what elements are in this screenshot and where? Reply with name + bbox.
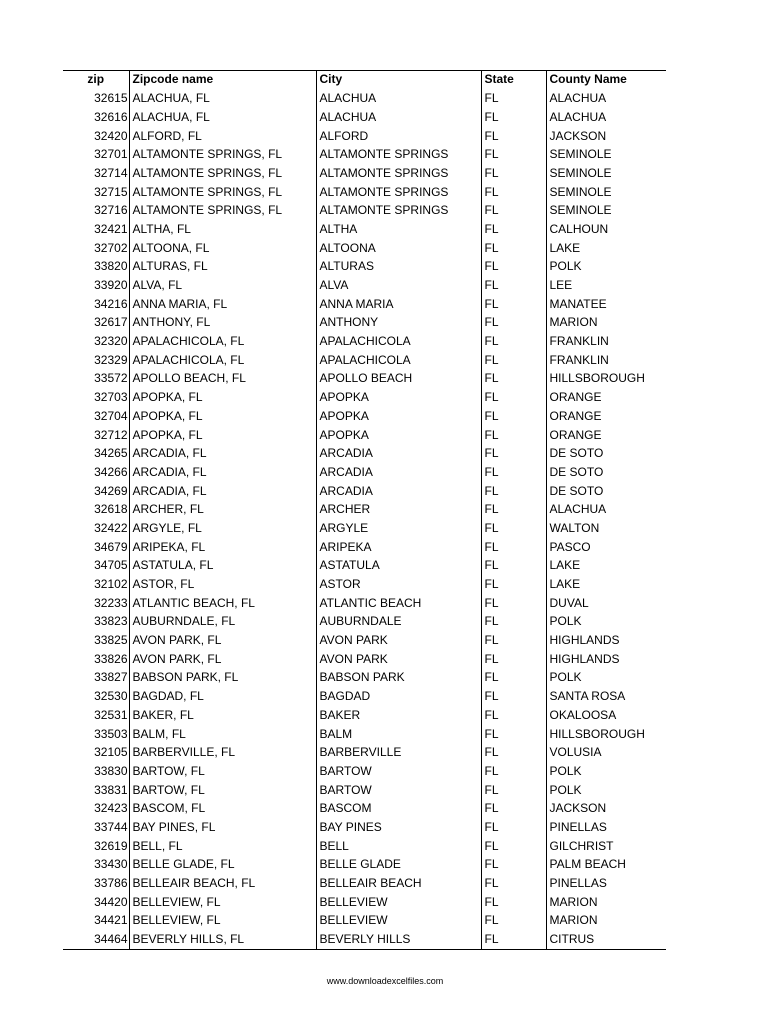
county-cell: POLK [546, 258, 666, 277]
zipcode-name-cell: ALTURAS, FL [129, 258, 316, 277]
city-cell: APOPKA [316, 426, 481, 445]
county-cell: ALACHUA [546, 501, 666, 520]
county-cell: LAKE [546, 239, 666, 258]
state-cell: FL [481, 538, 546, 557]
zip-cell: 32420 [94, 128, 128, 143]
city-cell: ALTAMONTE SPRINGS [316, 146, 481, 165]
city-cell: ARCADIA [316, 482, 481, 501]
zipcode-name-cell: BELL, FL [129, 837, 316, 856]
city-cell: APOLLO BEACH [316, 370, 481, 389]
zip-cell: 33572 [94, 371, 128, 386]
city-cell: ANNA MARIA [316, 295, 481, 314]
city-cell: ANTHONY [316, 314, 481, 333]
state-cell: FL [481, 127, 546, 146]
city-cell: AVON PARK [316, 632, 481, 651]
state-cell: FL [481, 258, 546, 277]
zip-cell: 32617 [94, 315, 128, 330]
state-cell: FL [481, 893, 546, 912]
header-zip: zip [87, 72, 105, 87]
state-cell: FL [481, 277, 546, 296]
state-cell: FL [481, 501, 546, 520]
table-row [63, 351, 666, 370]
zipcode-name-cell: ARCADIA, FL [129, 445, 316, 464]
city-cell: ALACHUA [316, 90, 481, 109]
city-cell: ALTOONA [316, 239, 481, 258]
table-row [63, 669, 666, 688]
zip-cell: 33831 [94, 782, 128, 797]
county-cell: ORANGE [546, 426, 666, 445]
zipcode-name-cell: BALM, FL [129, 725, 316, 744]
county-cell: ALACHUA [546, 108, 666, 127]
county-cell: POLK [546, 613, 666, 632]
table-row [63, 164, 666, 183]
zipcode-name-cell: ALTAMONTE SPRINGS, FL [129, 146, 316, 165]
state-cell: FL [481, 650, 546, 669]
table-row [63, 90, 666, 109]
zipcode-name-cell: AVON PARK, FL [129, 632, 316, 651]
table-row [63, 258, 666, 277]
zip-cell: 32714 [94, 165, 128, 180]
zipcode-name-cell: BAY PINES, FL [129, 819, 316, 838]
zipcode-name-cell: APOPKA, FL [129, 389, 316, 408]
county-cell: FRANKLIN [546, 333, 666, 352]
zip-cell: 32615 [94, 91, 128, 106]
zipcode-name-cell: APALACHICOLA, FL [129, 333, 316, 352]
state-cell: FL [481, 744, 546, 763]
zip-cell: 34705 [94, 558, 128, 573]
state-cell: FL [481, 202, 546, 221]
zipcode-name-cell: BAKER, FL [129, 706, 316, 725]
zipcode-name-cell: ARCADIA, FL [129, 463, 316, 482]
state-cell: FL [481, 314, 546, 333]
zipcode-name-cell: ASTOR, FL [129, 576, 316, 595]
city-cell: ALTAMONTE SPRINGS [316, 202, 481, 221]
county-cell: DE SOTO [546, 445, 666, 464]
state-cell: FL [481, 800, 546, 819]
state-cell: FL [481, 482, 546, 501]
zipcode-name-cell: ANTHONY, FL [129, 314, 316, 333]
table-row [63, 482, 666, 501]
table-row [63, 744, 666, 763]
table-row [63, 800, 666, 819]
table-row [63, 520, 666, 539]
county-cell: SANTA ROSA [546, 688, 666, 707]
city-cell: ARCADIA [316, 445, 481, 464]
county-cell: PINELLAS [546, 819, 666, 838]
table-row [63, 650, 666, 669]
state-cell: FL [481, 183, 546, 202]
table-row [63, 426, 666, 445]
county-cell: JACKSON [546, 127, 666, 146]
county-cell: VOLUSIA [546, 744, 666, 763]
city-cell: BELLE GLADE [316, 856, 481, 875]
county-cell: LAKE [546, 557, 666, 576]
table-row [63, 239, 666, 258]
zip-cell: 34269 [94, 483, 128, 498]
table-row [63, 632, 666, 651]
table-row [63, 706, 666, 725]
zip-cell: 33823 [94, 614, 128, 629]
city-cell: BALM [316, 725, 481, 744]
zip-cell: 33826 [94, 651, 128, 666]
city-cell: AVON PARK [316, 650, 481, 669]
city-cell: BABSON PARK [316, 669, 481, 688]
zip-cell: 34266 [94, 464, 128, 479]
county-cell: OKALOOSA [546, 706, 666, 725]
zip-cell: 32704 [94, 408, 128, 423]
state-cell: FL [481, 463, 546, 482]
header-county-name: County Name [546, 71, 666, 90]
zipcode-name-cell: BAGDAD, FL [129, 688, 316, 707]
city-cell: ALTAMONTE SPRINGS [316, 164, 481, 183]
state-cell: FL [481, 557, 546, 576]
county-cell: ORANGE [546, 389, 666, 408]
table-row [63, 501, 666, 520]
zip-cell: 33827 [94, 670, 128, 685]
state-cell: FL [481, 370, 546, 389]
zip-cell: 34216 [94, 296, 128, 311]
zip-cell: 33430 [94, 857, 128, 872]
table-row [63, 931, 666, 950]
table-row [63, 202, 666, 221]
zip-cell: 34464 [63, 931, 129, 950]
table-row [63, 221, 666, 240]
zip-cell: 32531 [94, 707, 128, 722]
county-cell: LAKE [546, 576, 666, 595]
zipcode-name-cell: ALTOONA, FL [129, 239, 316, 258]
zipcode-name-cell: BELLE GLADE, FL [129, 856, 316, 875]
zip-cell: 32423 [94, 801, 128, 816]
zipcode-name-cell: BARBERVILLE, FL [129, 744, 316, 763]
county-cell: MARION [546, 912, 666, 931]
zip-cell: 34420 [94, 894, 128, 909]
table-row [63, 594, 666, 613]
zipcode-name-cell: AUBURNDALE, FL [129, 613, 316, 632]
zipcode-name-cell: BELLEVIEW, FL [129, 912, 316, 931]
table-row [63, 837, 666, 856]
zipcode-name-cell: AVON PARK, FL [129, 650, 316, 669]
zipcode-name-cell: ALFORD, FL [129, 127, 316, 146]
county-cell: SEMINOLE [546, 146, 666, 165]
zipcode-name-cell: ARCHER, FL [129, 501, 316, 520]
city-cell: BAGDAD [316, 688, 481, 707]
state-cell: FL [481, 856, 546, 875]
zip-cell: 33786 [94, 876, 128, 891]
county-cell: WALTON [546, 520, 666, 539]
table-row [63, 295, 666, 314]
city-cell: BEVERLY HILLS [316, 931, 481, 950]
city-cell: ASTATULA [316, 557, 481, 576]
state-cell: FL [481, 520, 546, 539]
county-cell: JACKSON [546, 800, 666, 819]
table-row [63, 370, 666, 389]
state-cell: FL [481, 688, 546, 707]
city-cell: ALTURAS [316, 258, 481, 277]
state-cell: FL [481, 351, 546, 370]
state-cell: FL [481, 90, 546, 109]
city-cell: ALTAMONTE SPRINGS [316, 183, 481, 202]
zip-cell: 33920 [94, 278, 128, 293]
county-cell: DUVAL [546, 594, 666, 613]
zipcode-name-cell: ALACHUA, FL [129, 108, 316, 127]
county-cell: ORANGE [546, 407, 666, 426]
state-cell: FL [481, 239, 546, 258]
state-cell: FL [481, 426, 546, 445]
table-row [63, 875, 666, 894]
table-row [63, 333, 666, 352]
header-city: City [316, 71, 481, 90]
zipcode-name-cell: ASTATULA, FL [129, 557, 316, 576]
state-cell: FL [481, 576, 546, 595]
county-cell: GILCHRIST [546, 837, 666, 856]
zipcode-table [63, 70, 666, 950]
city-cell: BARTOW [316, 762, 481, 781]
county-cell: MARION [546, 314, 666, 333]
county-cell: FRANKLIN [546, 351, 666, 370]
state-cell: FL [481, 875, 546, 894]
table-row [63, 463, 666, 482]
city-cell: BELLEVIEW [316, 912, 481, 931]
city-cell: APOPKA [316, 389, 481, 408]
header-state: State [481, 71, 546, 90]
header-row [63, 71, 666, 90]
city-cell: APALACHICOLA [316, 351, 481, 370]
county-cell: MARION [546, 893, 666, 912]
zip-cell: 32233 [94, 595, 128, 610]
zipcode-name-cell: BASCOM, FL [129, 800, 316, 819]
table-body [63, 90, 666, 950]
zip-cell: 33503 [94, 726, 128, 741]
table-row [63, 912, 666, 931]
table-row [63, 725, 666, 744]
zip-cell: 32701 [94, 147, 128, 162]
state-cell: FL [481, 706, 546, 725]
county-cell: CITRUS [546, 931, 666, 950]
table-row [63, 557, 666, 576]
city-cell: BARBERVILLE [316, 744, 481, 763]
zipcode-name-cell: ALACHUA, FL [129, 90, 316, 109]
zip-cell: 32703 [94, 390, 128, 405]
table-row [63, 146, 666, 165]
county-cell: PINELLAS [546, 875, 666, 894]
table-row [63, 819, 666, 838]
zip-cell: 33830 [94, 763, 128, 778]
state-cell: FL [481, 819, 546, 838]
zipcode-name-cell: ATLANTIC BEACH, FL [129, 594, 316, 613]
state-cell: FL [481, 632, 546, 651]
city-cell: BELL [316, 837, 481, 856]
state-cell: FL [481, 762, 546, 781]
state-cell: FL [481, 407, 546, 426]
city-cell: ALFORD [316, 127, 481, 146]
zip-cell: 32715 [94, 184, 128, 199]
state-cell: FL [481, 146, 546, 165]
state-cell: FL [481, 613, 546, 632]
city-cell: BAY PINES [316, 819, 481, 838]
zipcode-name-cell: APALACHICOLA, FL [129, 351, 316, 370]
zip-cell: 33825 [94, 633, 128, 648]
table-row [63, 277, 666, 296]
zipcode-name-cell: BELLEVIEW, FL [129, 893, 316, 912]
county-cell: POLK [546, 762, 666, 781]
city-cell: BELLEAIR BEACH [316, 875, 481, 894]
zip-cell: 33820 [94, 259, 128, 274]
zipcode-name-cell: APOPKA, FL [129, 426, 316, 445]
table-row [63, 183, 666, 202]
table-row [63, 389, 666, 408]
table-row [63, 781, 666, 800]
zip-cell: 34679 [94, 539, 128, 554]
county-cell: PASCO [546, 538, 666, 557]
city-cell: ALVA [316, 277, 481, 296]
county-cell: SEMINOLE [546, 164, 666, 183]
state-cell: FL [481, 594, 546, 613]
county-cell: POLK [546, 669, 666, 688]
zip-cell: 32716 [94, 203, 128, 218]
county-cell: MANATEE [546, 295, 666, 314]
county-cell: HILLSBOROUGH [546, 370, 666, 389]
county-cell: HIGHLANDS [546, 650, 666, 669]
zipcode-name-cell: BARTOW, FL [129, 762, 316, 781]
state-cell: FL [481, 669, 546, 688]
table-row [63, 893, 666, 912]
zipcode-name-cell: APOLLO BEACH, FL [129, 370, 316, 389]
zip-cell: 32702 [94, 240, 128, 255]
zipcode-name-cell: ALTHA, FL [129, 221, 316, 240]
county-cell: LEE [546, 277, 666, 296]
footer-website: www.downloadexcelfiles.com [326, 976, 444, 986]
state-cell: FL [481, 295, 546, 314]
zip-cell: 32102 [94, 577, 128, 592]
state-cell: FL [481, 333, 546, 352]
city-cell: APOPKA [316, 407, 481, 426]
table-row [63, 576, 666, 595]
zipcode-name-cell: APOPKA, FL [129, 407, 316, 426]
zipcode-name-cell: ALTAMONTE SPRINGS, FL [129, 183, 316, 202]
state-cell: FL [481, 931, 546, 950]
county-cell: PALM BEACH [546, 856, 666, 875]
county-cell: SEMINOLE [546, 202, 666, 221]
zipcode-name-cell: BARTOW, FL [129, 781, 316, 800]
zip-cell: 32422 [94, 520, 128, 535]
county-cell: HIGHLANDS [546, 632, 666, 651]
table-row [63, 762, 666, 781]
table-row [63, 108, 666, 127]
zip-cell: 34421 [94, 913, 128, 928]
state-cell: FL [481, 837, 546, 856]
county-cell: ALACHUA [546, 90, 666, 109]
city-cell: APALACHICOLA [316, 333, 481, 352]
zipcode-name-cell: ALVA, FL [129, 277, 316, 296]
county-cell: DE SOTO [546, 482, 666, 501]
state-cell: FL [481, 164, 546, 183]
table-row [63, 856, 666, 875]
header-zipcode-name: Zipcode name [129, 71, 316, 90]
table-row [63, 688, 666, 707]
city-cell: AUBURNDALE [316, 613, 481, 632]
state-cell: FL [481, 445, 546, 464]
zip-cell: 32530 [94, 689, 128, 704]
county-cell: CALHOUN [546, 221, 666, 240]
zipcode-name-cell: BABSON PARK, FL [129, 669, 316, 688]
city-cell: ALTHA [316, 221, 481, 240]
zip-cell: 32616 [94, 109, 128, 124]
table-row [63, 314, 666, 333]
county-cell: HILLSBOROUGH [546, 725, 666, 744]
city-cell: ATLANTIC BEACH [316, 594, 481, 613]
zipcode-name-cell: ALTAMONTE SPRINGS, FL [129, 164, 316, 183]
city-cell: BASCOM [316, 800, 481, 819]
zipcode-name-cell: ALTAMONTE SPRINGS, FL [129, 202, 316, 221]
state-cell: FL [481, 725, 546, 744]
zip-cell: 32619 [94, 838, 128, 853]
zip-cell: 32329 [94, 352, 128, 367]
zip-cell: 32105 [94, 745, 128, 760]
zipcode-name-cell: BELLEAIR BEACH, FL [129, 875, 316, 894]
city-cell: ARGYLE [316, 520, 481, 539]
zipcode-name-cell: BEVERLY HILLS, FL [129, 931, 316, 950]
county-cell: SEMINOLE [546, 183, 666, 202]
zipcode-name-cell: ANNA MARIA, FL [129, 295, 316, 314]
county-cell: POLK [546, 781, 666, 800]
table-row [63, 445, 666, 464]
zip-cell: 32712 [94, 427, 128, 442]
zipcode-name-cell: ARGYLE, FL [129, 520, 316, 539]
city-cell: BELLEVIEW [316, 893, 481, 912]
table-row [63, 613, 666, 632]
city-cell: ASTOR [316, 576, 481, 595]
city-cell: BARTOW [316, 781, 481, 800]
zip-cell: 32320 [94, 334, 128, 349]
zipcode-name-cell: ARIPEKA, FL [129, 538, 316, 557]
city-cell: ARIPEKA [316, 538, 481, 557]
city-cell: ARCHER [316, 501, 481, 520]
city-cell: ARCADIA [316, 463, 481, 482]
state-cell: FL [481, 781, 546, 800]
state-cell: FL [481, 108, 546, 127]
zip-cell: 33744 [94, 819, 128, 834]
table-row [63, 127, 666, 146]
zip-cell: 32618 [94, 502, 128, 517]
table-row [63, 538, 666, 557]
zip-cell: 32421 [94, 221, 128, 236]
state-cell: FL [481, 389, 546, 408]
city-cell: ALACHUA [316, 108, 481, 127]
state-cell: FL [481, 912, 546, 931]
table-row [63, 407, 666, 426]
zipcode-name-cell: ARCADIA, FL [129, 482, 316, 501]
county-cell: DE SOTO [546, 463, 666, 482]
state-cell: FL [481, 221, 546, 240]
city-cell: BAKER [316, 706, 481, 725]
zip-cell: 34265 [94, 446, 128, 461]
